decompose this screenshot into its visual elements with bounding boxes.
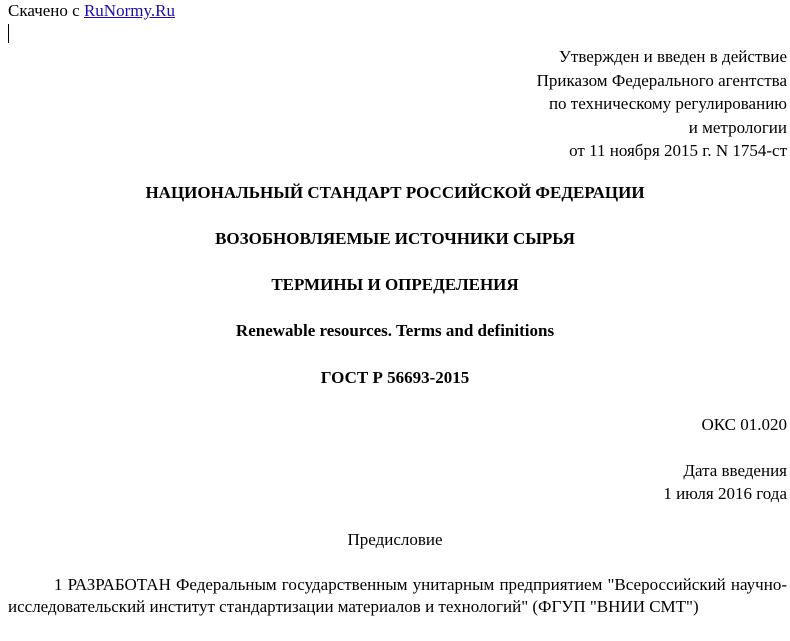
source-prefix: Скачено с [8,1,84,20]
runormy-link[interactable]: RuNormy.Ru [83,1,175,20]
foreword-paragraph: 1 РАЗРАБОТАН Федеральным государственным унитарным предприятием "Всероссийский научно-исследовательский институт стандартизации материалов и технологий" (ФГУП "ВНИИ СМТ") [8,575,787,616]
foreword-heading: Предисловие [347,530,443,549]
subtitle: ТЕРМИНЫ И ОПРЕДЕЛЕНИЯ [271,275,519,294]
intro-date-value: 1 июля 2016 года [663,484,787,503]
gost-code: ГОСТ Р 56693-2015 [320,368,470,387]
approval-line: Утвержден и введен в действие [558,47,787,66]
oks-code: ОКС 01.020 [701,415,787,434]
approval-line: Приказом Федерального агентства [536,70,787,90]
approval-line: от 11 ноября 2015 г. N 1754-ст [569,141,787,160]
approval-line: и метрологии [688,117,787,137]
approval-line: по техническому регулированию [548,94,787,113]
text-cursor [8,24,9,43]
subject-title: ВОЗОБНОВЛЯЕМЫЕ ИСТОЧНИКИ СЫРЬЯ [215,229,575,248]
intro-date-label: Дата введения [683,461,787,480]
standard-title: НАЦИОНАЛЬНЫЙ СТАНДАРТ РОССИЙСКОЙ ФЕДЕРАЦИИ [145,183,645,202]
english-title: Renewable resources. Terms and definitions [235,321,555,340]
source-line [8,0,175,22]
intro-date-block [663,459,787,505]
approval-block [537,45,787,163]
